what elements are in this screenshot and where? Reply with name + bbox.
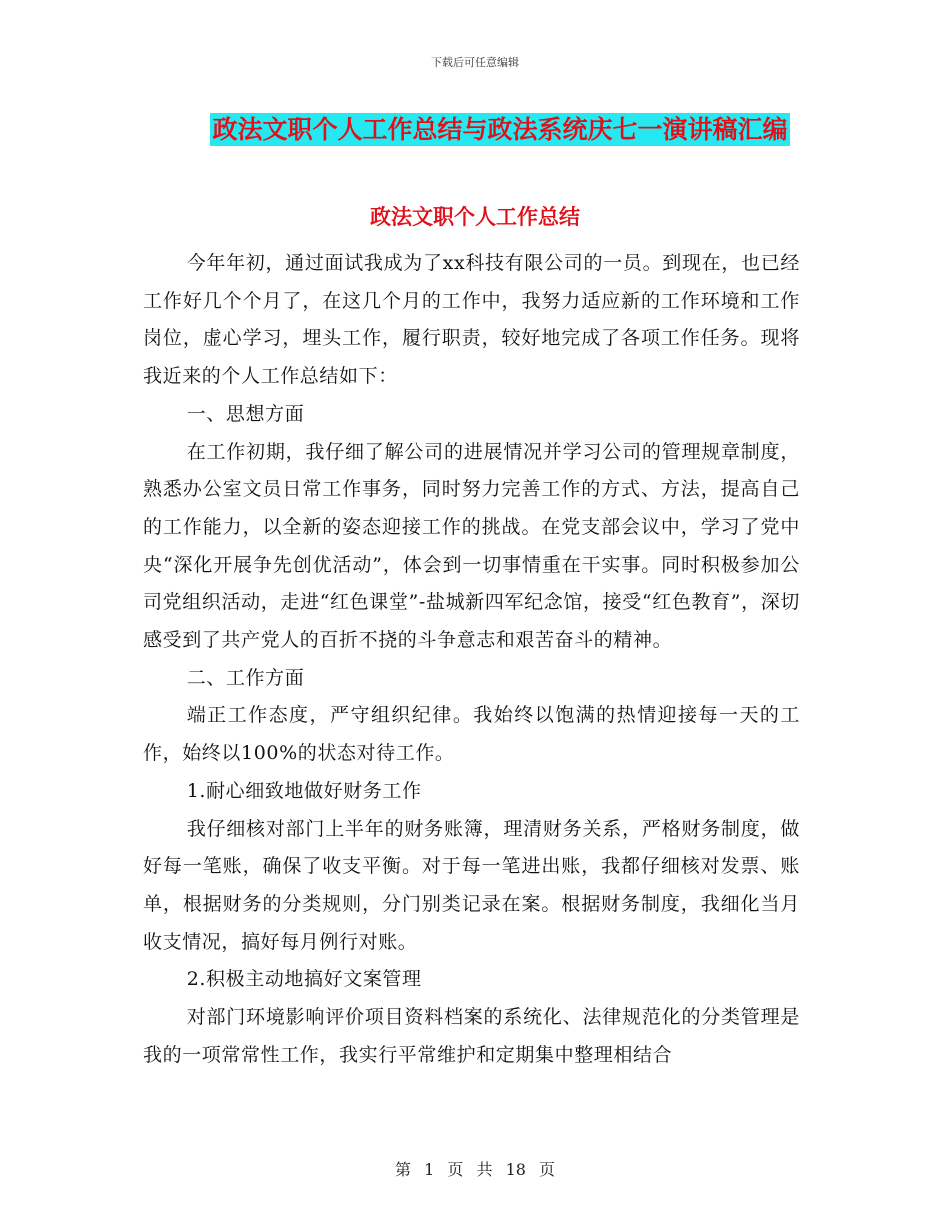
page-footer bbox=[0, 1157, 950, 1180]
main-title: 政法文职个人工作总结与政法系统庆七一演讲稿汇编 bbox=[212, 115, 788, 144]
document-body bbox=[143, 245, 800, 1074]
paragraph: 在工作初期，我仔细了解公司的进展情况并学习公司的管理规章制度，熟悉办公室文员日常工作事务，同时努力完善工作的方式、方法，提高自己的工作能力，以全新的姿态迎接工作的挑战。在党支部会议中，学习了党中央“深化开展争先创优活动”，体会到一切事情重在干实事。同时积极参加公司党组织活动，走进“红色课堂”-盐城新四军纪念馆，接受“红色教育”，深切感受到了共产党人的百折不挠的斗争意志和艰苦奋斗的精神。 bbox=[143, 440, 800, 652]
paragraph: 我仔细核对部门上半年的财务账簿，理清财务关系，严格财务制度，做好每一笔账，确保了收支平衡。对于每一笔进出账，我都仔细核对发票、账单，根据财务的分类规则，分门别类记录在案。根据财务制度，我细化当月收支情况，搞好每月例行对账。 bbox=[143, 817, 800, 953]
subheading: 2.积极主动地搞好文案管理 bbox=[186, 968, 422, 991]
subheading: 1.耐心细致地做好财务工作 bbox=[186, 779, 422, 802]
main-title-wrap bbox=[0, 113, 950, 146]
paragraph: 今年年初，通过面试我成为了xx科技有限公司的一员。到现在，也已经工作好几个个月了，在这几个月的工作中，我努力适应新的工作环境和工作岗位，虚心学习，埋头工作，履行职责，较好地完成了各项工作任务。现将我近来的个人工作总结如下： bbox=[143, 252, 800, 388]
section-title: 政法文职个人工作总结 bbox=[370, 205, 580, 229]
header-note: 下载后可任意编辑 bbox=[431, 56, 519, 69]
footer-prefix: 第 bbox=[394, 1160, 411, 1179]
footer-suffix: 页 bbox=[539, 1160, 556, 1179]
footer-total-pages: 18 bbox=[505, 1160, 526, 1179]
footer-page-number: 1 bbox=[424, 1160, 435, 1179]
subheading: 一、思想方面 bbox=[186, 402, 305, 425]
paragraph: 对部门环境影响评价项目资料档案的系统化、法律规范化的分类管理是我的一项常常性工作，我实行平常维护和定期集中整理相结合 bbox=[143, 1006, 800, 1066]
footer-mid2: 共 bbox=[476, 1160, 493, 1179]
subheading: 二、工作方面 bbox=[186, 666, 305, 689]
paragraph: 端正工作态度，严守组织纪律。我始终以饱满的热情迎接每一天的工作，始终以100%的状态对待工作。 bbox=[143, 704, 800, 765]
footer-mid1: 页 bbox=[447, 1160, 464, 1179]
